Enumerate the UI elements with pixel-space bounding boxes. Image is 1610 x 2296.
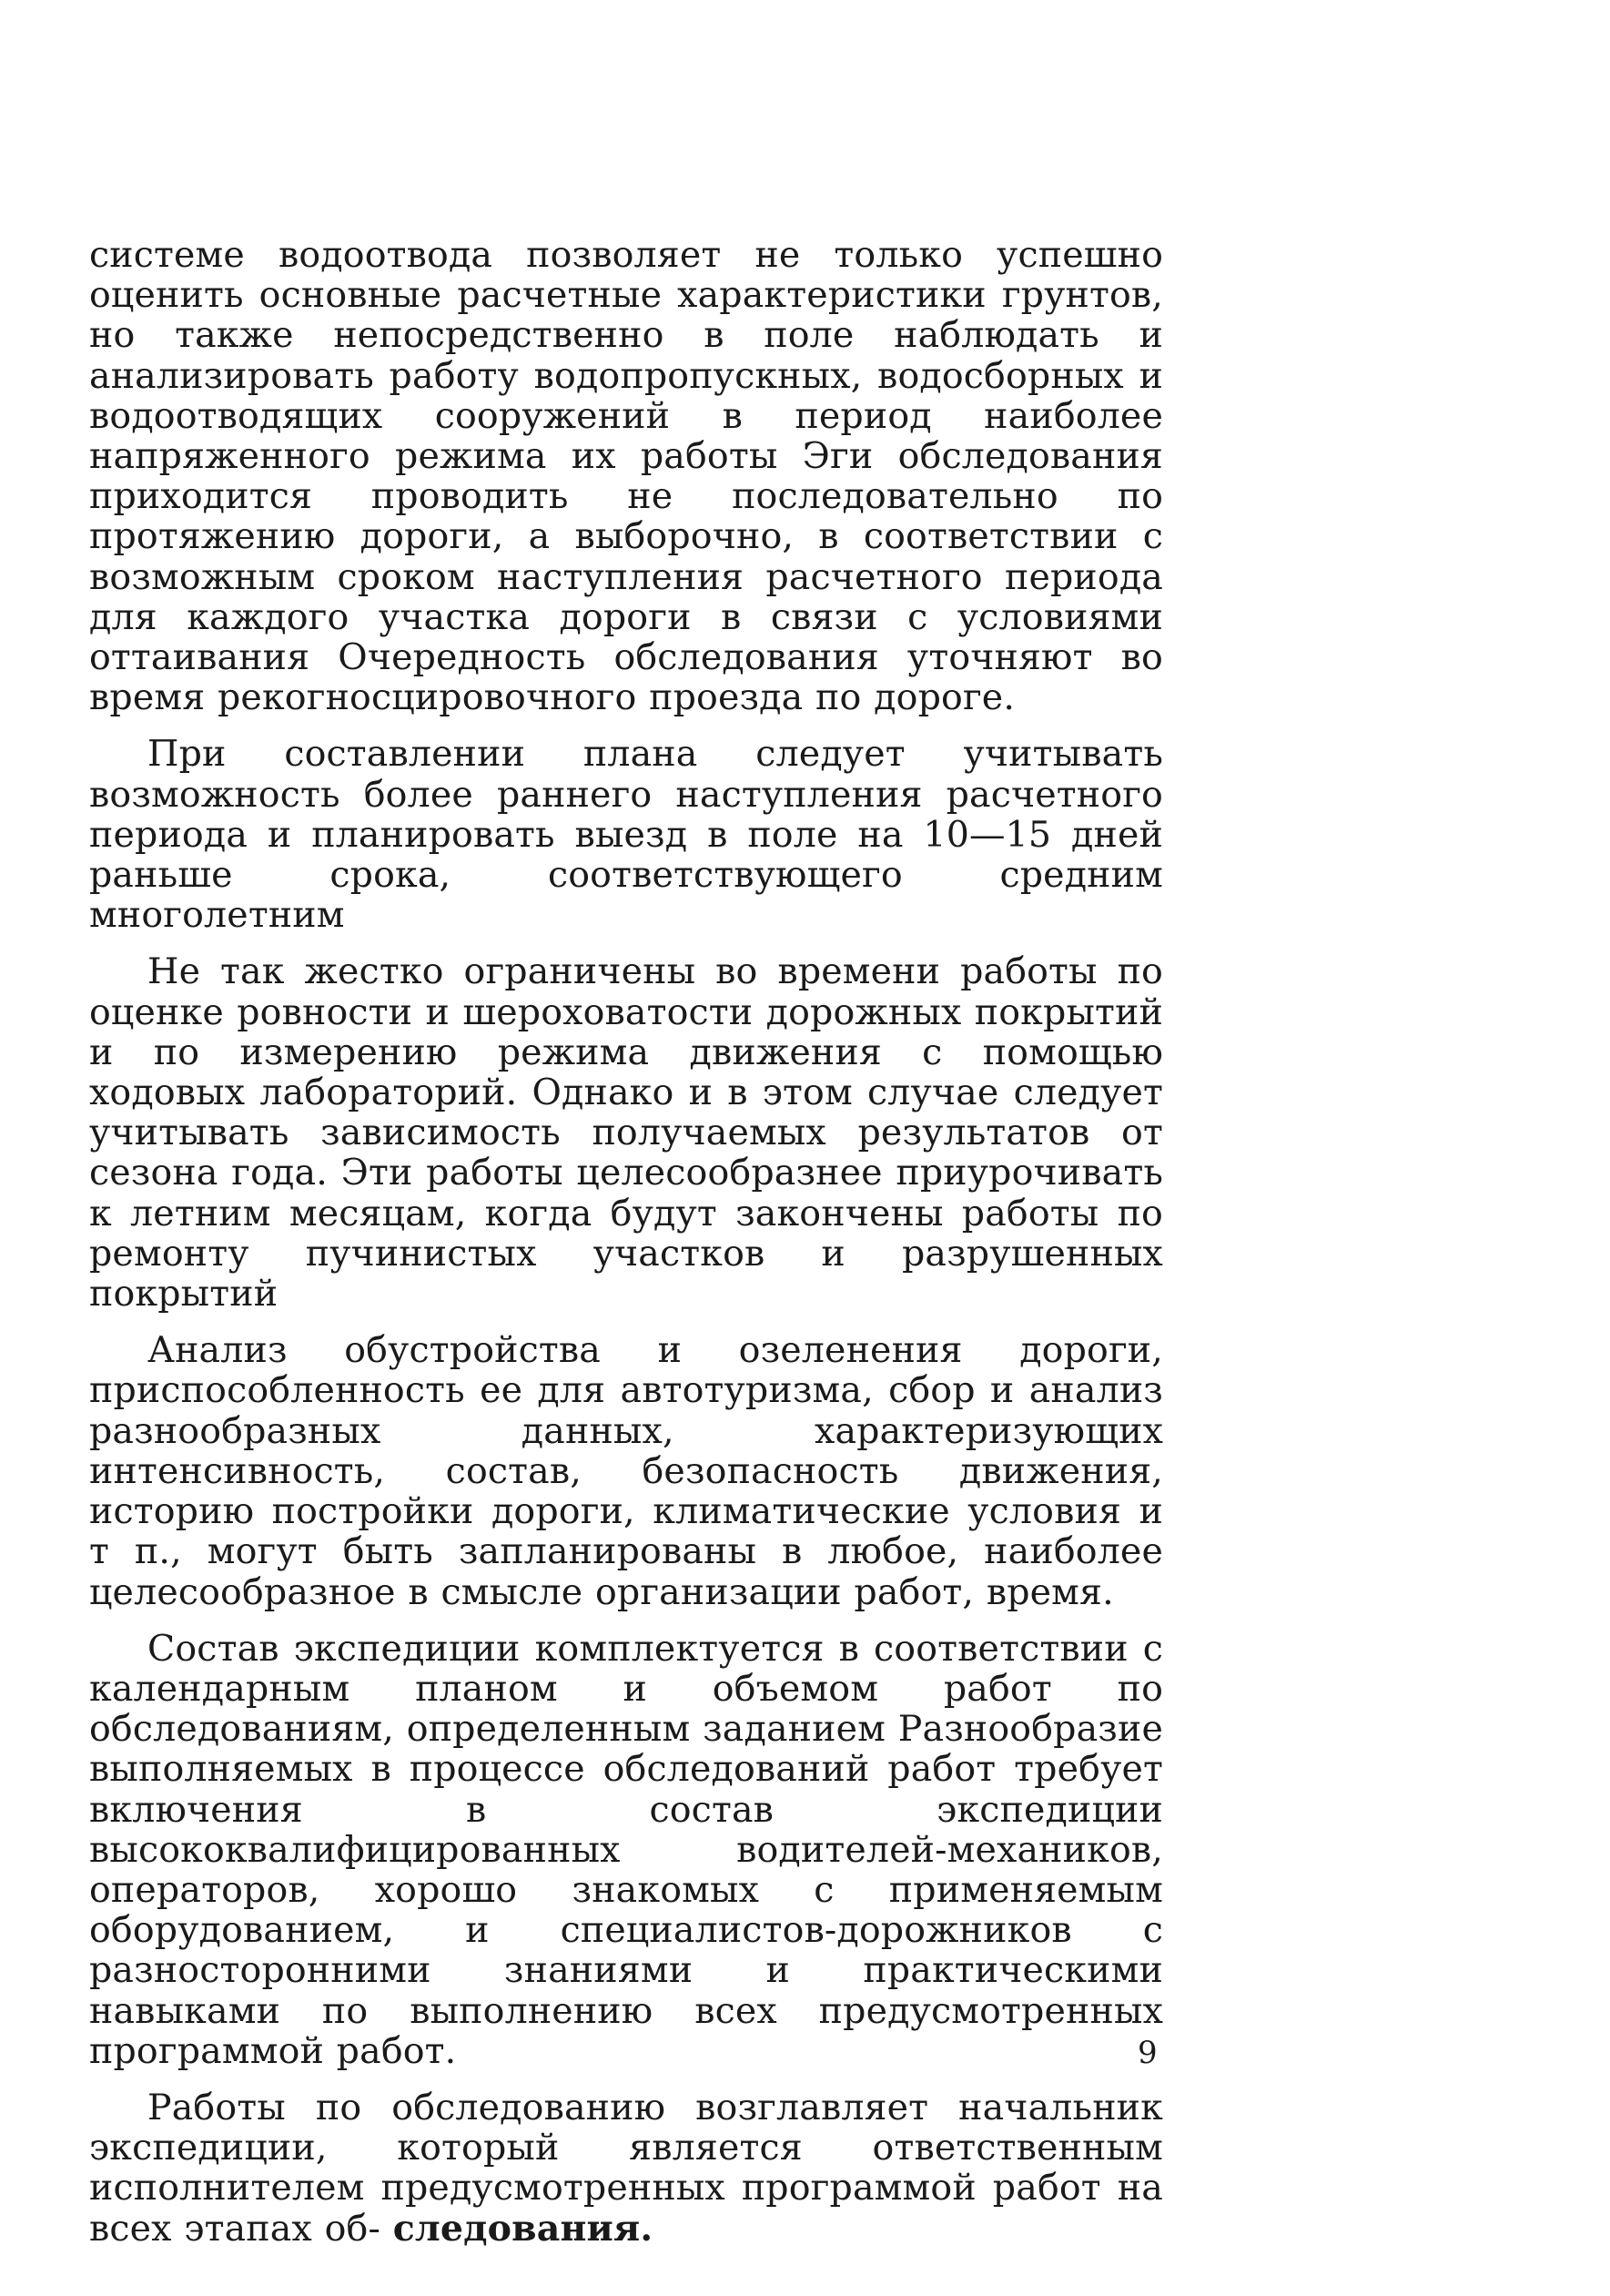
paragraph-1: системе водоотвода позволяет не только успешно оценить основные расчетные характеристики грунтов, но также непосредственно в поле наблюдать и анализировать работу водопропускных, водосборных и водоотводящих сооружений в период наиболее напряженного режима их работы Эги обследования приходится проводить не последовательно по протяжению дороги, а выборочно, в соответствии с возможным сроком наступления расчетного периода для каждого участка дороги в связи с условиями оттаивания Очередность обследования уточняют во время рекогносцировочного проезда по дороге. bbox=[89, 234, 1163, 719]
page-number: 9 bbox=[1138, 2035, 1158, 2071]
body-text bbox=[89, 235, 1163, 2249]
paragraph-6-ending: следования. bbox=[392, 2207, 653, 2250]
paragraph-5: Состав экспедиции комплектуется в соответствии с календарным планом и объемом работ по обследованиям, определенным заданием Разнообразие выполняемых в процессе обследований работ требует включения в состав экспедиции высококвалифицированных водителей-механиков, операторов, хорошо знакомых с применяемым оборудованием, и специалистов-дорожников с разносторонними знаниями и практическими навыками по выполнению всех предусмотренных программой работ. bbox=[89, 1627, 1163, 2072]
paragraph-4: Анализ обустройства и озеленения дороги, приспособленность ее для автотуризма, сбор и анализ разнообразных данных, характеризующих интенсивность, состав, безопасность движения, историю постройки дороги, климатические условия и т п., могут быть запланированы в любое, наиболее целесообразное в смысле организации работ, время. bbox=[89, 1329, 1163, 1613]
paragraph-2: При составлении плана следует учитывать возможность более раннего наступления расчетного периода и планировать выезд в поле на 10—15 дней раньше срока, соответствующего средним многолетним bbox=[89, 733, 1163, 937]
paragraph-6-text: Работы по обследованию возглавляет начальник экспедиции, который является ответственным исполнителем предусмотренных программой работ на всех этапах об- bbox=[89, 2086, 1163, 2250]
paragraph-3: Не так жестко ограничены во времени работы по оценке ровности и шероховатости дорожных покрытий и по измерению режима движения с помощью ходовых лабораторий. Однако и в этом случае следует учитывать зависимость получаемых результатов от сезона года. Эти работы целесообразнее приурочивать к летним месяцам, когда будут закончены работы по ремонту пучинистых участков и разрушенных покрытий bbox=[89, 950, 1163, 1316]
paragraph-6 bbox=[89, 2088, 1163, 2249]
